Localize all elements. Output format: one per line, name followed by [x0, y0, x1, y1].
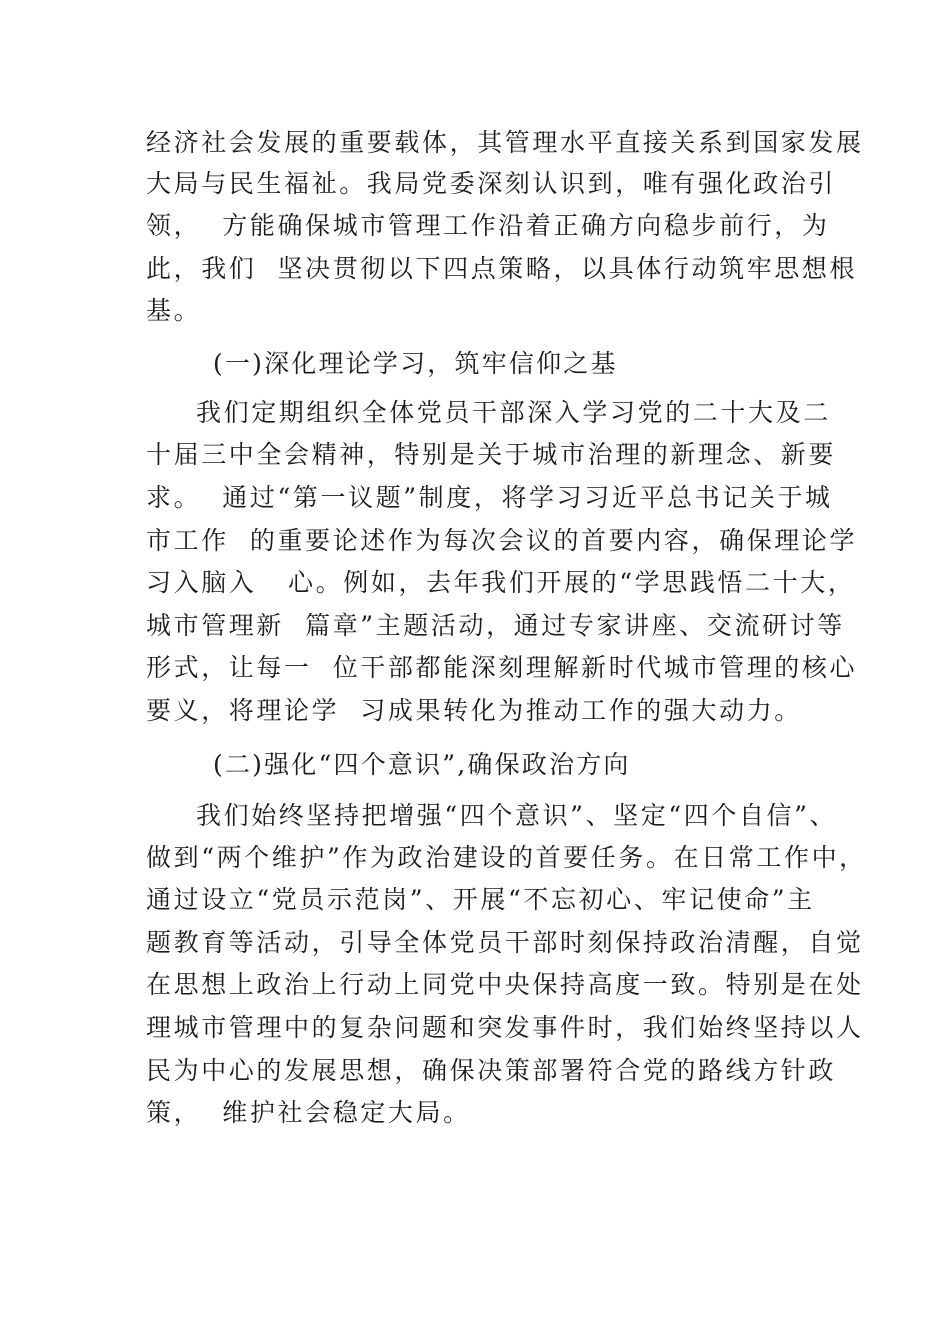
section-2-line-3: 通过设立“党员示范岗”、开展“不忘初心、牢记使命”主	[146, 885, 815, 914]
section-2-line-4: 题教育等活动，引导全体党员干部时刻保持政治清醒，自觉	[146, 928, 864, 957]
section-2-line-5: 在思想上政治上行动上同党中央保持高度一致。特别是在处	[146, 970, 864, 999]
section-2-line-6: 理城市管理中的复杂问题和突发事件时，我们始终坚持以人	[146, 1013, 864, 1042]
intro-line-4: 此，我们 坚决贯彻以下四点策略，以具体行动筑牢思想根	[146, 254, 858, 283]
section-1-line-6: 城市管理新 篇章”主题活动，通过专家讲座、交流研讨等	[146, 611, 845, 640]
section-1-line-1: 我们定期组织全体党员干部深入学习党的二十大及二	[196, 398, 831, 427]
section-2-line-7: 民为中心的发展思想，确保决策部署符合党的路线方针政	[146, 1056, 837, 1085]
section-2-line-8: 策， 维护社会稳定大局。	[146, 1098, 471, 1127]
section-2-line-1: 我们始终坚持把增强“四个意识”、坚定“四个自信”、	[196, 801, 838, 830]
section-1-line-2: 十届三中全会精神，特别是关于城市治理的新理念、新要	[146, 440, 837, 469]
section-1-heading: (一)深化理论学习，筑牢信仰之基	[213, 349, 618, 378]
section-1-line-5: 习入脑入 心。例如，去年我们开展的“学思践悟二十大，	[146, 568, 856, 597]
intro-line-3: 领， 方能确保城市管理工作沿着正确方向稳步前行，为	[146, 211, 830, 240]
section-2-line-2: 做到“两个维护”作为政治建设的首要任务。在日常工作中，	[146, 843, 867, 872]
section-1-line-7: 形式，让每一 位干部都能深刻理解新时代城市管理的核心	[146, 653, 858, 682]
intro-line-2: 大局与民生福祉。我局党委深刻认识到，唯有强化政治引	[146, 169, 837, 198]
intro-line-5: 基。	[146, 296, 202, 325]
section-2-heading: (二)强化“四个意识”,确保政治方向	[213, 750, 631, 779]
section-1-line-3: 求。 通过“第一议题”制度，将学习习近平总书记关于城	[146, 483, 833, 512]
section-1-line-8: 要义，将理论学 习成果转化为推动工作的强大动力。	[146, 696, 802, 725]
section-1-line-4: 市工作 的重要论述作为每次会议的首要内容，确保理论学	[146, 526, 858, 555]
intro-line-1: 经济社会发展的重要载体，其管理水平直接关系到国家发展	[146, 128, 864, 157]
